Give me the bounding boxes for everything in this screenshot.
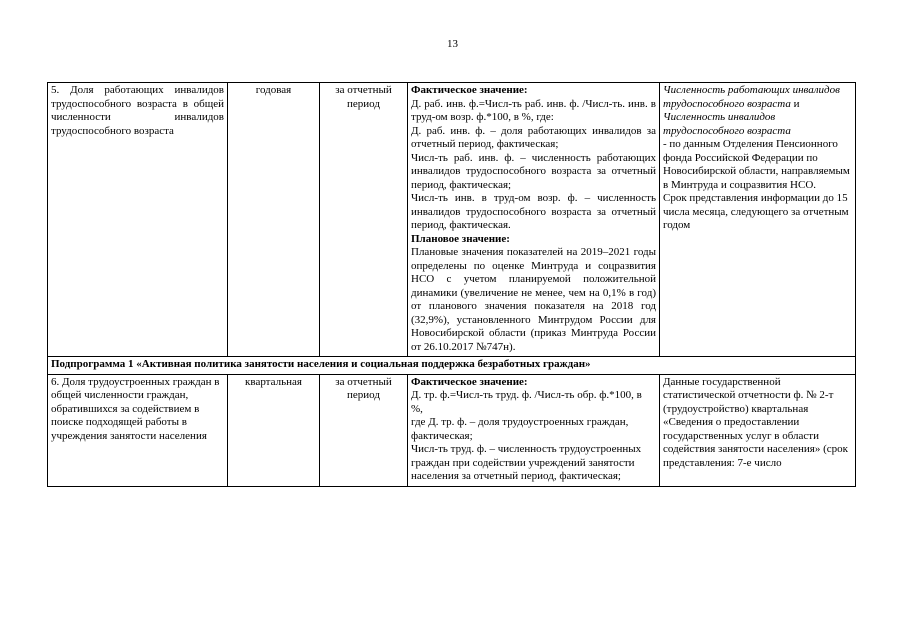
fact-definition: Числ-ть труд. ф. – численность трудоустроенных граждан при содействии учреждений занятости населения за отчетный период, фактическая; — [411, 443, 642, 482]
table-row — [48, 374, 856, 486]
fact-heading: Фактическое значение: — [411, 84, 528, 96]
calculation-method-cell — [408, 374, 660, 486]
data-source-cell: Данные государственной статистической отчетности ф. № 2-т (трудоустройство) квартальная «Сведения о предоставлении государственных услуг в области содействия занятости населения» (срок представления: 7-е число — [660, 374, 856, 486]
plan-heading: Плановое значение: — [411, 232, 510, 245]
source-italic-text: Численность инвалидов трудоспособного возраста — [663, 111, 791, 137]
source-connector: и — [790, 97, 800, 110]
fact-formula: Д. тр. ф.=Числ-ть труд. ф. /Числ-ть обр. ф.*100, в %, — [411, 389, 642, 415]
fact-formula: Д. раб. инв. ф.=Числ-ть раб. инв. ф. /Числ-ть. инв. в труд-ом возр. ф.*100, в %, где: — [411, 97, 656, 123]
source-italic-text: Численность работающих инвалидов трудоспособного возраста — [663, 84, 840, 110]
periodicity-cell: годовая — [228, 83, 320, 357]
indicator-name-cell: 6. Доля трудоустроенных граждан в общей численности граждан, обратившихся за содействием в поиске подходящей работы в учреждения занятости населения — [48, 374, 228, 486]
subprogram-row — [48, 357, 856, 375]
source-deadline: Срок представления информации до 15 числа месяца, следующего за отчетным годом — [663, 192, 849, 231]
time-characteristic-cell: за отчетный период — [320, 374, 408, 486]
subprogram-title: Подпрограмма 1 «Активная политика занятости населения и социальная поддержка безработных граждан» — [48, 357, 856, 375]
fact-heading: Фактическое значение: — [411, 375, 528, 388]
data-source-cell — [660, 83, 856, 357]
fact-definition: Д. раб. инв. ф. – доля работающих инвалидов за отчетный период, фактическая; — [411, 124, 656, 150]
calculation-method-cell — [408, 83, 660, 357]
source-text: - по данным Отделения Пенсионного фонда Российской Федерации по Новосибирской области, направляемым в Минтруда и соцразвития НСО. — [663, 138, 850, 191]
table-row — [48, 83, 856, 357]
page-number: 13 — [447, 38, 458, 50]
page-bottom-margin — [47, 578, 855, 640]
fact-definition: Числ-ть инв. в труд-ом возр. ф. – численность инвалидов трудоспособного возраста за отчетный период, фактическая. — [411, 192, 656, 231]
fact-definition: Числ-ть раб. инв. ф. – численность работающих инвалидов трудоспособного возраста за отчетный период, фактическая; — [411, 151, 656, 191]
periodicity-cell: квартальная — [228, 374, 320, 486]
plan-text: Плановые значения показателей на 2019–2021 годы определены по оценке Минтруда и соцразвития НСО с учетом планируемой положительной динамики (увеличение не менее, чем на 0,1% в год) от планового значения показателя на 2018 год (32,9%), установленного Минтрудом России для Новосибирской области (приказ Минтруда России от 26.10.2017 №747н). — [411, 246, 656, 353]
time-characteristic-cell: за отчетный период — [320, 83, 408, 357]
indicators-table — [47, 82, 856, 487]
fact-definition: где Д. тр. ф. – доля трудоустроенных граждан, фактическая; — [411, 416, 629, 442]
indicator-name-cell: 5. Доля работающих инвалидов трудоспособного возраста в общей численности инвалидов трудоспособного возраста — [48, 83, 228, 357]
